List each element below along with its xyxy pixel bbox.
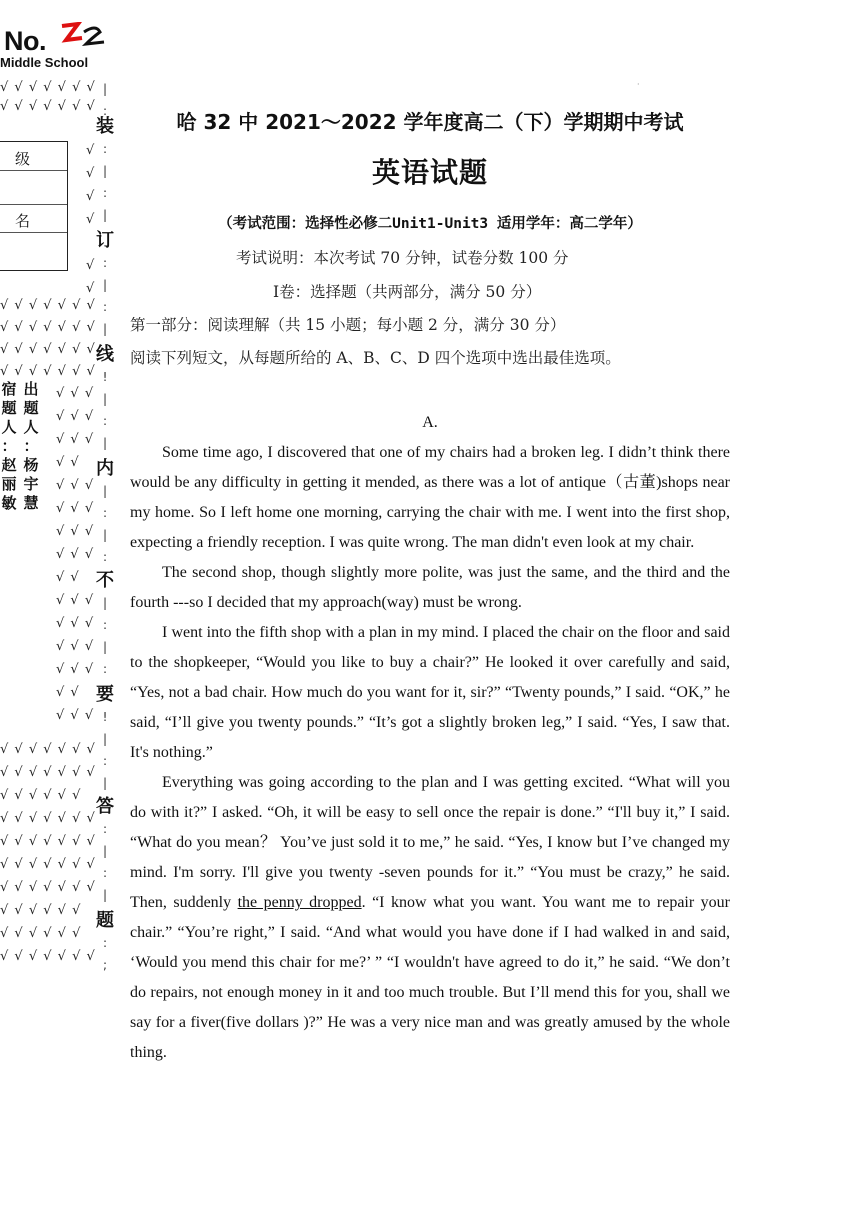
binding-dashes: : | : | — [102, 256, 108, 336]
exam-note: 考试说明：本次考试 70 分钟，试卷分数 100 分 — [236, 249, 569, 267]
passage-label: A. — [422, 414, 438, 431]
volume-heading: Ⅰ卷：选择题（共两部分，满分 50 分） — [273, 283, 542, 301]
part1-instruction: 阅读下列短文，从每题所给的 A、B、C、D 四个选项中选出最佳选项。 — [130, 349, 621, 367]
tick-mark-row: √ √ √ √ √ √ √ — [0, 765, 96, 780]
name-label: 名 — [15, 213, 31, 230]
author-label: 出 题 人 ： — [23, 380, 39, 455]
tick-mark-row: √ √ √ √ √ √ √ — [0, 880, 96, 895]
tick-mark-row: √ — [86, 166, 96, 181]
tick-mark-row: √ √ √ √ √ √ √ — [0, 80, 96, 95]
paragraph-text: . “I know what you want. You want me to repair your chair.” “You’re right,” I said. “And what would you have done if I had walked in and said, ‘Would you mend this chair for me?’ ” “I wouldn't have agreed to do it,” he said. “We don’t do repairs, not enough money in it and too much trouble. But I’ll mend this for you, shall we say for a fiver(five dollars )?” He was a very nice man and was greatly amused by the whole thing. — [130, 894, 731, 1061]
tick-mark-row: √ √ √ — [56, 593, 95, 608]
binding-dashes: ! | : | — [102, 370, 108, 450]
tick-mark-row: √ √ √ √ √ √ √ — [0, 834, 96, 849]
tick-mark-row: √ √ √ — [56, 708, 95, 723]
speck: · — [637, 80, 640, 89]
tick-mark-row: √ √ √ — [56, 432, 95, 447]
tick-mark-row: √ √ √ √ √ √ √ — [0, 742, 96, 757]
binding-char-ti: 题 — [96, 910, 114, 931]
passage-paragraph: The second shop, though slightly more polite, was just the same, and the third and the fourth ---so I decided that my approach(way) must be wrong. — [130, 564, 730, 611]
binding-char-zhuang: 装 — [96, 116, 114, 137]
paragraph-text: Everything was going according to the plan and I was getting excited. “What will you do with it?” I asked. “Oh, it will be easy to sell once the repair is done.” “I'll buy it,” I said. “What do you mean？ You’ve just sold it to me,” he said. “Yes, I know but I’ve changed my mind. I'm sorry. I'll give you twenty -seven pounds for it.” “You must be crazy,” he said. Then, suddenly — [130, 774, 730, 911]
tick-mark-row: √ — [86, 258, 96, 273]
tick-mark-row: √ √ √ √ √ √ √ — [0, 342, 96, 357]
binding-dashes: | : — [102, 82, 108, 118]
student-info-box — [0, 141, 68, 271]
tick-mark-row: √ √ √ — [56, 547, 95, 562]
school-logo — [0, 22, 112, 74]
tick-mark-row: √ √ √ √ √ √ — [0, 926, 82, 941]
binding-dashes: | : | : — [102, 596, 108, 676]
tick-mark-row: √ √ √ — [56, 386, 95, 401]
binding-char-nei: 内 — [96, 458, 114, 479]
binding-char-xian: 线 — [96, 344, 114, 365]
logo-32-mark-icon — [56, 22, 106, 52]
binding-char-da: 答 — [96, 796, 114, 817]
name-field-line — [0, 232, 67, 233]
tick-mark-row: √ √ √ √ √ √ √ — [0, 364, 96, 379]
binding-dashes: : ; — [102, 936, 108, 972]
tick-mark-row: √ √ √ — [56, 478, 95, 493]
binding-char-yao: 要 — [96, 684, 114, 705]
tick-mark-row: √ √ √ √ √ √ √ — [0, 320, 96, 335]
logo-number: No. — [4, 26, 46, 56]
class-field-line — [0, 170, 67, 171]
exam-title: 哈 32 中 2021～2022 学年度高二（下）学期期中考试 — [176, 110, 684, 134]
class-label: 级 — [15, 151, 31, 168]
tick-mark-row: √ √ √ √ √ √ √ — [0, 298, 96, 313]
tick-mark-row: √ √ √ — [56, 616, 95, 631]
tick-mark-row: √ √ √ √ √ √ — [0, 788, 82, 803]
passage-paragraph — [130, 768, 730, 1068]
binding-dashes: : | : | — [102, 822, 108, 902]
tick-mark-row: √ √ √ — [56, 639, 95, 654]
binding-char-ding: 订 — [96, 230, 114, 251]
part1-heading: 第一部分：阅读理解（共 15 小题；每小题 2 分，满分 30 分） — [130, 316, 566, 334]
tick-mark-row: √ — [86, 212, 96, 227]
binding-dashes: ! | : | — [102, 710, 108, 790]
exam-subject: 英语试题 — [371, 156, 488, 189]
exam-scope: （考试范围：选择性必修二Unit1-Unit3 适用学年：高二学年） — [218, 216, 642, 232]
tick-mark-row: √ — [86, 189, 96, 204]
tick-mark-row: √ √ √ √ √ √ √ — [0, 857, 96, 872]
tick-mark-row: √ √ √ — [56, 662, 95, 677]
tick-mark-row: √ — [86, 281, 96, 296]
tick-mark-row: √ √ √ √ √ √ √ — [0, 949, 96, 964]
tick-mark-row: √ √ — [56, 685, 80, 700]
logo-school-name: Middle School — [0, 55, 89, 70]
tick-mark-row: √ √ √ √ √ √ √ — [0, 99, 96, 114]
tick-mark-row: √ √ √ — [56, 501, 95, 516]
tick-mark-row: √ √ √ √ √ √ √ — [0, 811, 96, 826]
reading-passage — [130, 438, 730, 1068]
tick-mark-row: √ √ √ √ √ √ — [0, 903, 82, 918]
binding-dashes: | : | : — [102, 484, 108, 564]
tick-mark-row: √ √ √ — [56, 524, 95, 539]
tick-mark-row: √ √ — [56, 570, 80, 585]
tick-mark-row: √ √ √ — [56, 409, 95, 424]
author-name: 杨 宇 慧 — [23, 456, 39, 512]
binding-char-bu: 不 — [96, 570, 114, 591]
author-column-left: 宿 题 人 ： 赵 丽 敏 — [1, 380, 17, 512]
tick-mark-row: √ √ — [56, 455, 80, 470]
binding-dashes: : | : | — [102, 142, 108, 222]
tick-mark-row: √ — [86, 143, 96, 158]
underlined-phrase: the penny dropped — [237, 894, 362, 911]
divider — [0, 204, 67, 205]
passage-paragraph: I went into the fifth shop with a plan in my mind. I placed the chair on the floor and said to the shopkeeper, “Would you like to buy a chair?” He looked it over carefully and said, “Yes, not a bad chair. How much do you want for it, sir?” “Twenty pounds,” I said. “OK,” he said, “I’ll give you twenty pounds.” “It’s got a slightly broken leg,” I said. “Yes, I saw that. It's nothing.” — [130, 624, 730, 761]
passage-paragraph: Some time ago, I discovered that one of my chairs had a broken leg. I didn’t think there would be any difficulty in getting it mended, as there was a lot of antique（古董)shops near my home. So I left home one morning, carrying the chair with me. I went into the first shop, expecting a friendly reception. I was quite wrong. The man didn't even look at my chair. — [130, 444, 730, 551]
